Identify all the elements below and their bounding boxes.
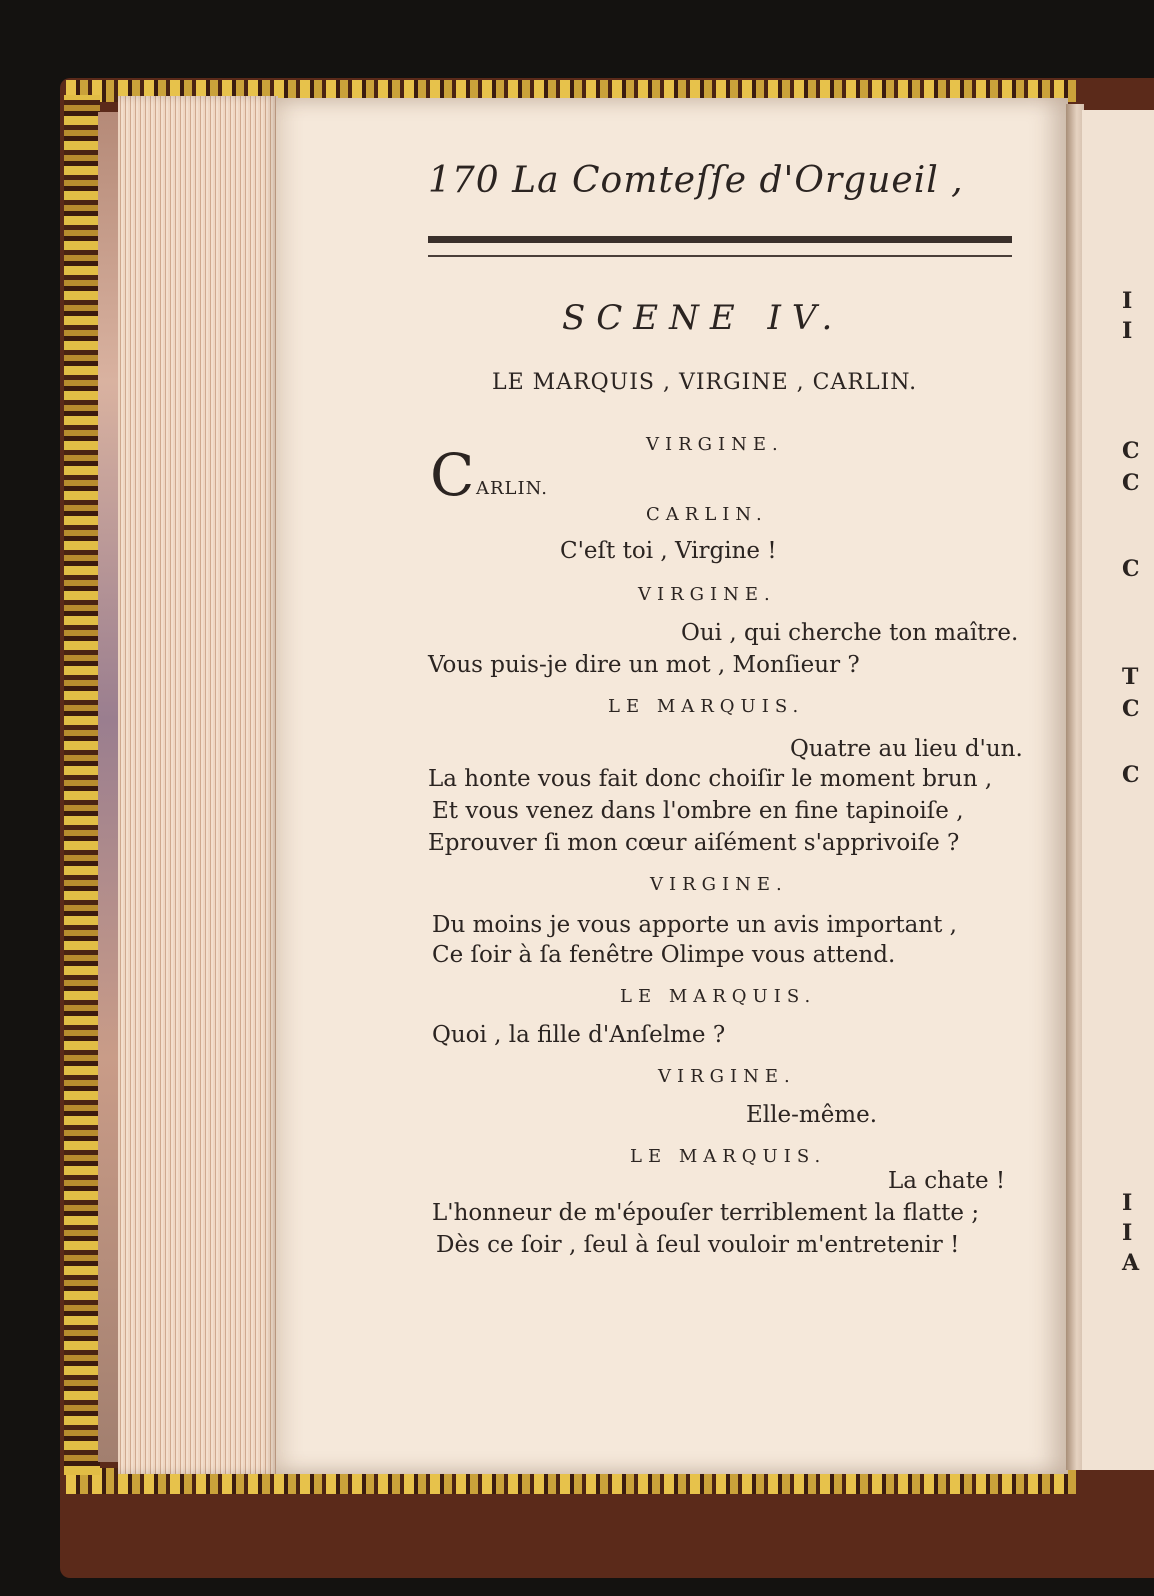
verse-line: Vous puis-je dire un mot , Monſieur ? — [428, 652, 860, 678]
marbled-edge — [98, 112, 120, 1462]
speaker-heading: VIRGINE. — [638, 584, 776, 605]
right-page-letter: I — [1122, 288, 1133, 314]
running-header: 170 La Comteſſe d'Orgueil , — [428, 160, 964, 201]
verse-line: Eprouver ſi mon cœur aiſément s'apprivoiſe ? — [428, 830, 960, 856]
right-page-letter: I — [1122, 318, 1133, 344]
verse-line: Dès ce ſoir , ſeul à ſeul vouloir m'entretenir ! — [436, 1232, 960, 1258]
right-page-letter: C — [1122, 470, 1140, 496]
right-page-letter: I — [1122, 1220, 1133, 1246]
header-rule-thin — [428, 255, 1012, 257]
verse-line: Quoi , la fille d'Anſelme ? — [432, 1022, 726, 1048]
right-page-letter: C — [1122, 556, 1140, 582]
scene-title: SCENE IV. — [562, 298, 844, 338]
verse-line: L'honneur de m'épouſer terriblement la flatte ; — [432, 1200, 980, 1226]
verse-line: Et vous venez dans l'ombre en fine tapinoiſe , — [432, 798, 964, 824]
speaker-heading: VIRGINE. — [646, 434, 784, 455]
right-page-letter: A — [1122, 1250, 1140, 1276]
verse-line: Du moins je vous apporte un avis important , — [432, 912, 957, 938]
gilt-spine-tooling — [64, 95, 100, 1475]
right-page-letter: C — [1122, 438, 1140, 464]
verse-line: Elle-même. — [746, 1102, 878, 1128]
speaker-heading: CARLIN. — [646, 504, 768, 525]
right-page — [1082, 110, 1154, 1470]
verse-line: La honte vous fait donc choiſir le moment brun , — [428, 766, 993, 792]
speaker-heading: VIRGINE. — [658, 1066, 796, 1087]
right-page-letter: T — [1122, 664, 1139, 690]
speaker-heading: LE MARQUIS. — [608, 696, 805, 717]
cast-list: LE MARQUIS , VIRGINE , CARLIN. — [492, 370, 918, 395]
verse-line: Ce ſoir à ſa fenêtre Olimpe vous attend. — [432, 942, 896, 968]
speaker-heading: LE MARQUIS. — [630, 1146, 827, 1167]
drop-cap: C — [430, 441, 475, 509]
right-page-letter: C — [1122, 696, 1140, 722]
right-page-letter: I — [1122, 1190, 1133, 1216]
right-page-letter: C — [1122, 762, 1140, 788]
verse-line: Oui , qui cherche ton maître. — [681, 620, 1019, 646]
speaker-heading: LE MARQUIS. — [620, 986, 817, 1007]
page-edges — [118, 96, 278, 1474]
drop-cap-rest: ARLIN. — [476, 478, 548, 499]
verse-line: Quatre au lieu d'un. — [790, 736, 1023, 762]
header-rule — [428, 236, 1012, 243]
speaker-heading: VIRGINE. — [650, 874, 788, 895]
verse-line: La chate ! — [888, 1168, 1006, 1194]
verse-line: C'eſt toi , Virgine ! — [560, 538, 777, 564]
